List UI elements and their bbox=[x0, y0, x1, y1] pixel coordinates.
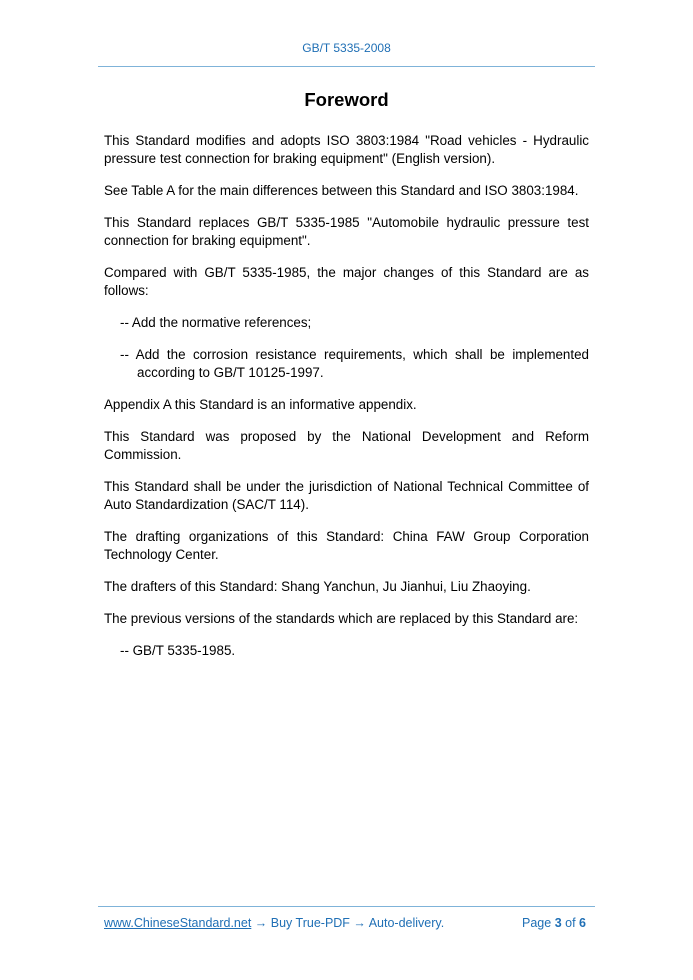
current-page-number: 3 bbox=[554, 916, 562, 930]
page-title: Foreword bbox=[304, 89, 389, 110]
document-body bbox=[104, 132, 589, 674]
footer-promo bbox=[104, 916, 444, 930]
paragraph: Compared with GB/T 5335-1985, the major changes of this Standard are as follows: bbox=[104, 265, 589, 298]
page-indicator bbox=[522, 916, 586, 930]
footer-tagline: → Buy True-PDF → Auto-delivery. bbox=[251, 916, 445, 930]
paragraph: The previous versions of the standards which are replaced by this Standard are: bbox=[104, 611, 579, 626]
paragraph: This Standard was proposed by the National Development and Reform Commission. bbox=[104, 429, 589, 462]
paragraph: The drafting organizations of this Standard: China FAW Group Corporation Technology Center. bbox=[104, 529, 589, 562]
footer-divider bbox=[98, 906, 595, 907]
paragraph: This Standard modifies and adopts ISO 3803:1984 "Road vehicles - Hydraulic pressure test connection for braking equipment" (English version). bbox=[104, 133, 589, 166]
of-label: of bbox=[565, 916, 576, 930]
paragraph: Appendix A this Standard is an informative appendix. bbox=[104, 397, 417, 412]
website-link[interactable]: www.ChineseStandard.net bbox=[104, 916, 252, 930]
paragraph: The drafters of this Standard: Shang Yanchun, Ju Jianhui, Liu Zhaoying. bbox=[104, 579, 531, 594]
list-item: -- Add the normative references; bbox=[120, 315, 312, 330]
list-item: -- GB/T 5335-1985. bbox=[120, 643, 236, 658]
page-label: Page bbox=[522, 916, 552, 930]
paragraph: See Table A for the main differences between this Standard and ISO 3803:1984. bbox=[104, 183, 579, 198]
running-header: GB/T 5335-2008 bbox=[302, 41, 391, 55]
header-divider bbox=[98, 66, 595, 67]
total-pages-number: 6 bbox=[579, 916, 586, 930]
paragraph: This Standard shall be under the jurisdiction of National Technical Committee of Auto Standardization (SAC/T 114). bbox=[104, 479, 589, 512]
list-item: -- Add the corrosion resistance requirements, which shall be implemented according to GB/T 10125-1997. bbox=[120, 347, 589, 380]
paragraph: This Standard replaces GB/T 5335-1985 "Automobile hydraulic pressure test connection for braking equipment". bbox=[104, 215, 589, 248]
